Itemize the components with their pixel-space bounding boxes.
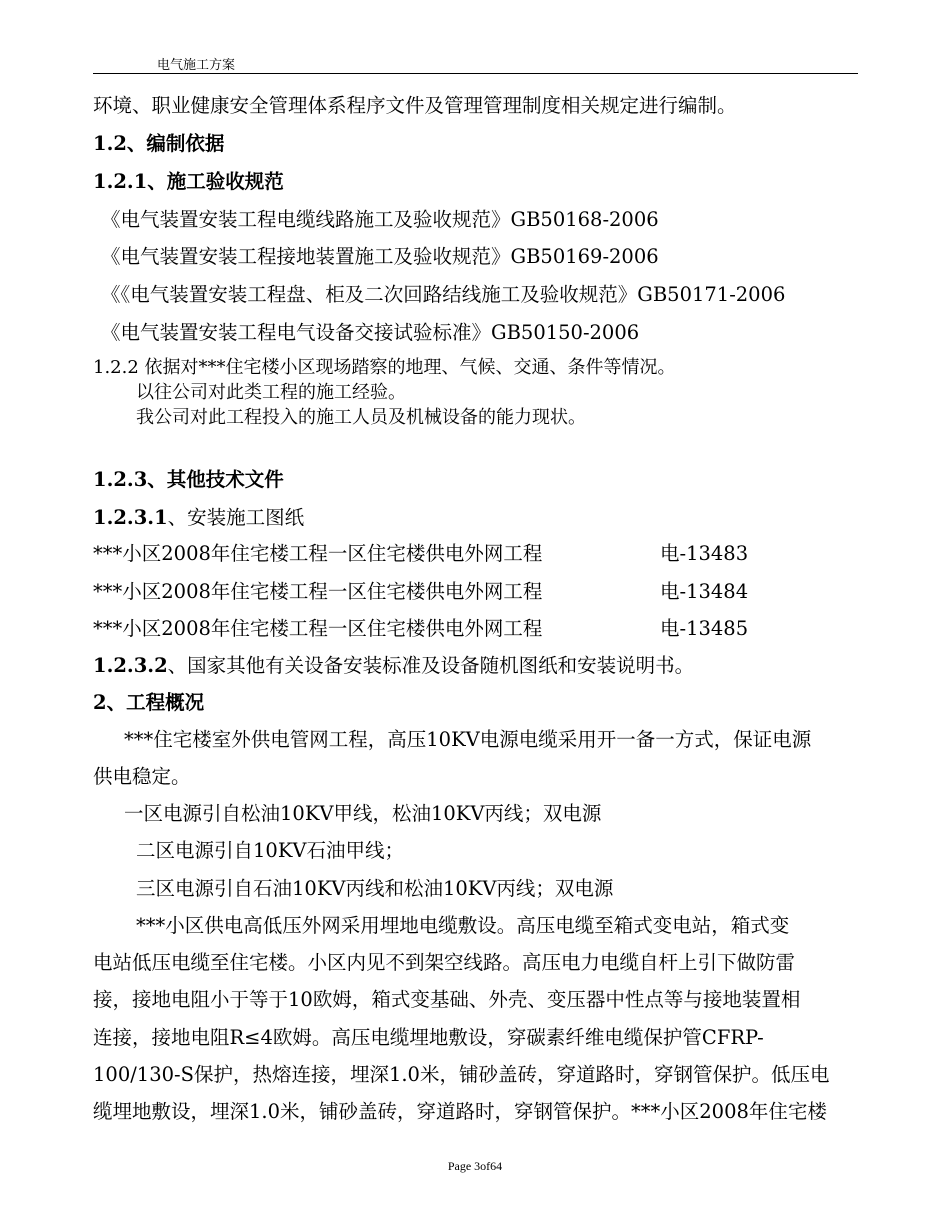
heading-text: 、国家其他有关设备安装标准及设备随机图纸和安装说明书。 bbox=[167, 654, 695, 677]
overview-line: 接，接地电阻小于等于10欧姆，箱式变基础、外壳、变压器中性点等与接地装置相 bbox=[93, 988, 801, 1011]
drawing-code: 电-13484 bbox=[660, 580, 749, 603]
heading-1-2-3: 1.2.3、其他技术文件 bbox=[93, 468, 284, 491]
page-number: Page 3of64 bbox=[447, 1159, 503, 1173]
standard-item: 《电气装置安装工程电缆线路施工及验收规范》GB50168-2006 bbox=[101, 208, 659, 231]
overview-line: 缆埋地敷设，埋深1.0米，铺砂盖砖，穿道路时，穿钢管保护。***小区2008年住宅楼 bbox=[93, 1100, 827, 1123]
heading-1-2-3-1 bbox=[93, 506, 304, 530]
heading-number: 1.2.3.2 bbox=[93, 654, 168, 677]
overview-line: ***住宅楼室外供电管网工程，高压10KV电源电缆采用开一备一方式，保证电源 bbox=[124, 728, 812, 751]
drawing-code: 电-13483 bbox=[660, 542, 749, 565]
standard-item: 《电气装置安装工程接地装置施工及验收规范》GB50169-2006 bbox=[101, 245, 659, 268]
intro-paragraph: 环境、职业健康安全管理体系程序文件及管理管理制度相关规定进行编制。 bbox=[93, 94, 737, 117]
basis-line: 我公司对此工程投入的施工人员及机械设备的能力现状。 bbox=[136, 407, 586, 428]
drawing-row: ***小区2008年住宅楼工程一区住宅楼供电外网工程 bbox=[93, 580, 543, 603]
page-header-title: 电气施工方案 bbox=[157, 58, 236, 73]
heading-1-2-1: 1.2.1、施工验收规范 bbox=[93, 170, 284, 193]
header-rule bbox=[93, 73, 858, 74]
overview-line: 供电稳定。 bbox=[93, 765, 191, 788]
overview-line: 电站低压电缆至住宅楼。小区内见不到架空线路。高压电力电缆自杆上引下做防雷 bbox=[93, 951, 796, 974]
drawing-row: ***小区2008年住宅楼工程一区住宅楼供电外网工程 bbox=[93, 617, 543, 640]
heading-text: 、安装施工图纸 bbox=[167, 506, 305, 529]
overview-line: ***小区供电高低压外网采用埋地电缆敷设。高压电缆至箱式变电站，箱式变 bbox=[136, 914, 790, 937]
overview-line: 连接，接地电阻R≤4欧姆。高压电缆埋地敷设，穿碳素纤维电缆保护管CFRP- bbox=[93, 1026, 764, 1049]
basis-line: 1.2.2 依据对***住宅楼小区现场踏察的地理、气候、交通、条件等情况。 bbox=[93, 357, 676, 378]
overview-line: 三区电源引自石油10KV丙线和松油10KV丙线；双电源 bbox=[136, 877, 614, 900]
heading-1-2: 1.2、编制依据 bbox=[93, 132, 225, 155]
heading-1-2-3-2 bbox=[93, 654, 694, 678]
standard-item: 《电气装置安装工程电气设备交接试验标准》GB50150-2006 bbox=[101, 321, 640, 344]
heading-number: 1.2.3.1 bbox=[93, 506, 168, 529]
overview-line: 一区电源引自松油10KV甲线，松油10KV丙线；双电源 bbox=[124, 802, 602, 825]
overview-line: 二区电源引自10KV石油甲线； bbox=[136, 839, 404, 862]
drawing-row: ***小区2008年住宅楼工程一区住宅楼供电外网工程 bbox=[93, 542, 543, 565]
standard-item: 《《电气装置安装工程盘、柜及二次回路结线施工及验收规范》GB50171-2006 bbox=[101, 283, 786, 306]
heading-2: 2、工程概况 bbox=[93, 691, 205, 714]
overview-line: 100/130-S保护，热熔连接，埋深1.0米，铺砂盖砖，穿道路时，穿钢管保护。低压电 bbox=[93, 1063, 830, 1086]
drawing-code: 电-13485 bbox=[660, 617, 749, 640]
basis-line: 以往公司对此类工程的施工经验。 bbox=[136, 382, 406, 403]
